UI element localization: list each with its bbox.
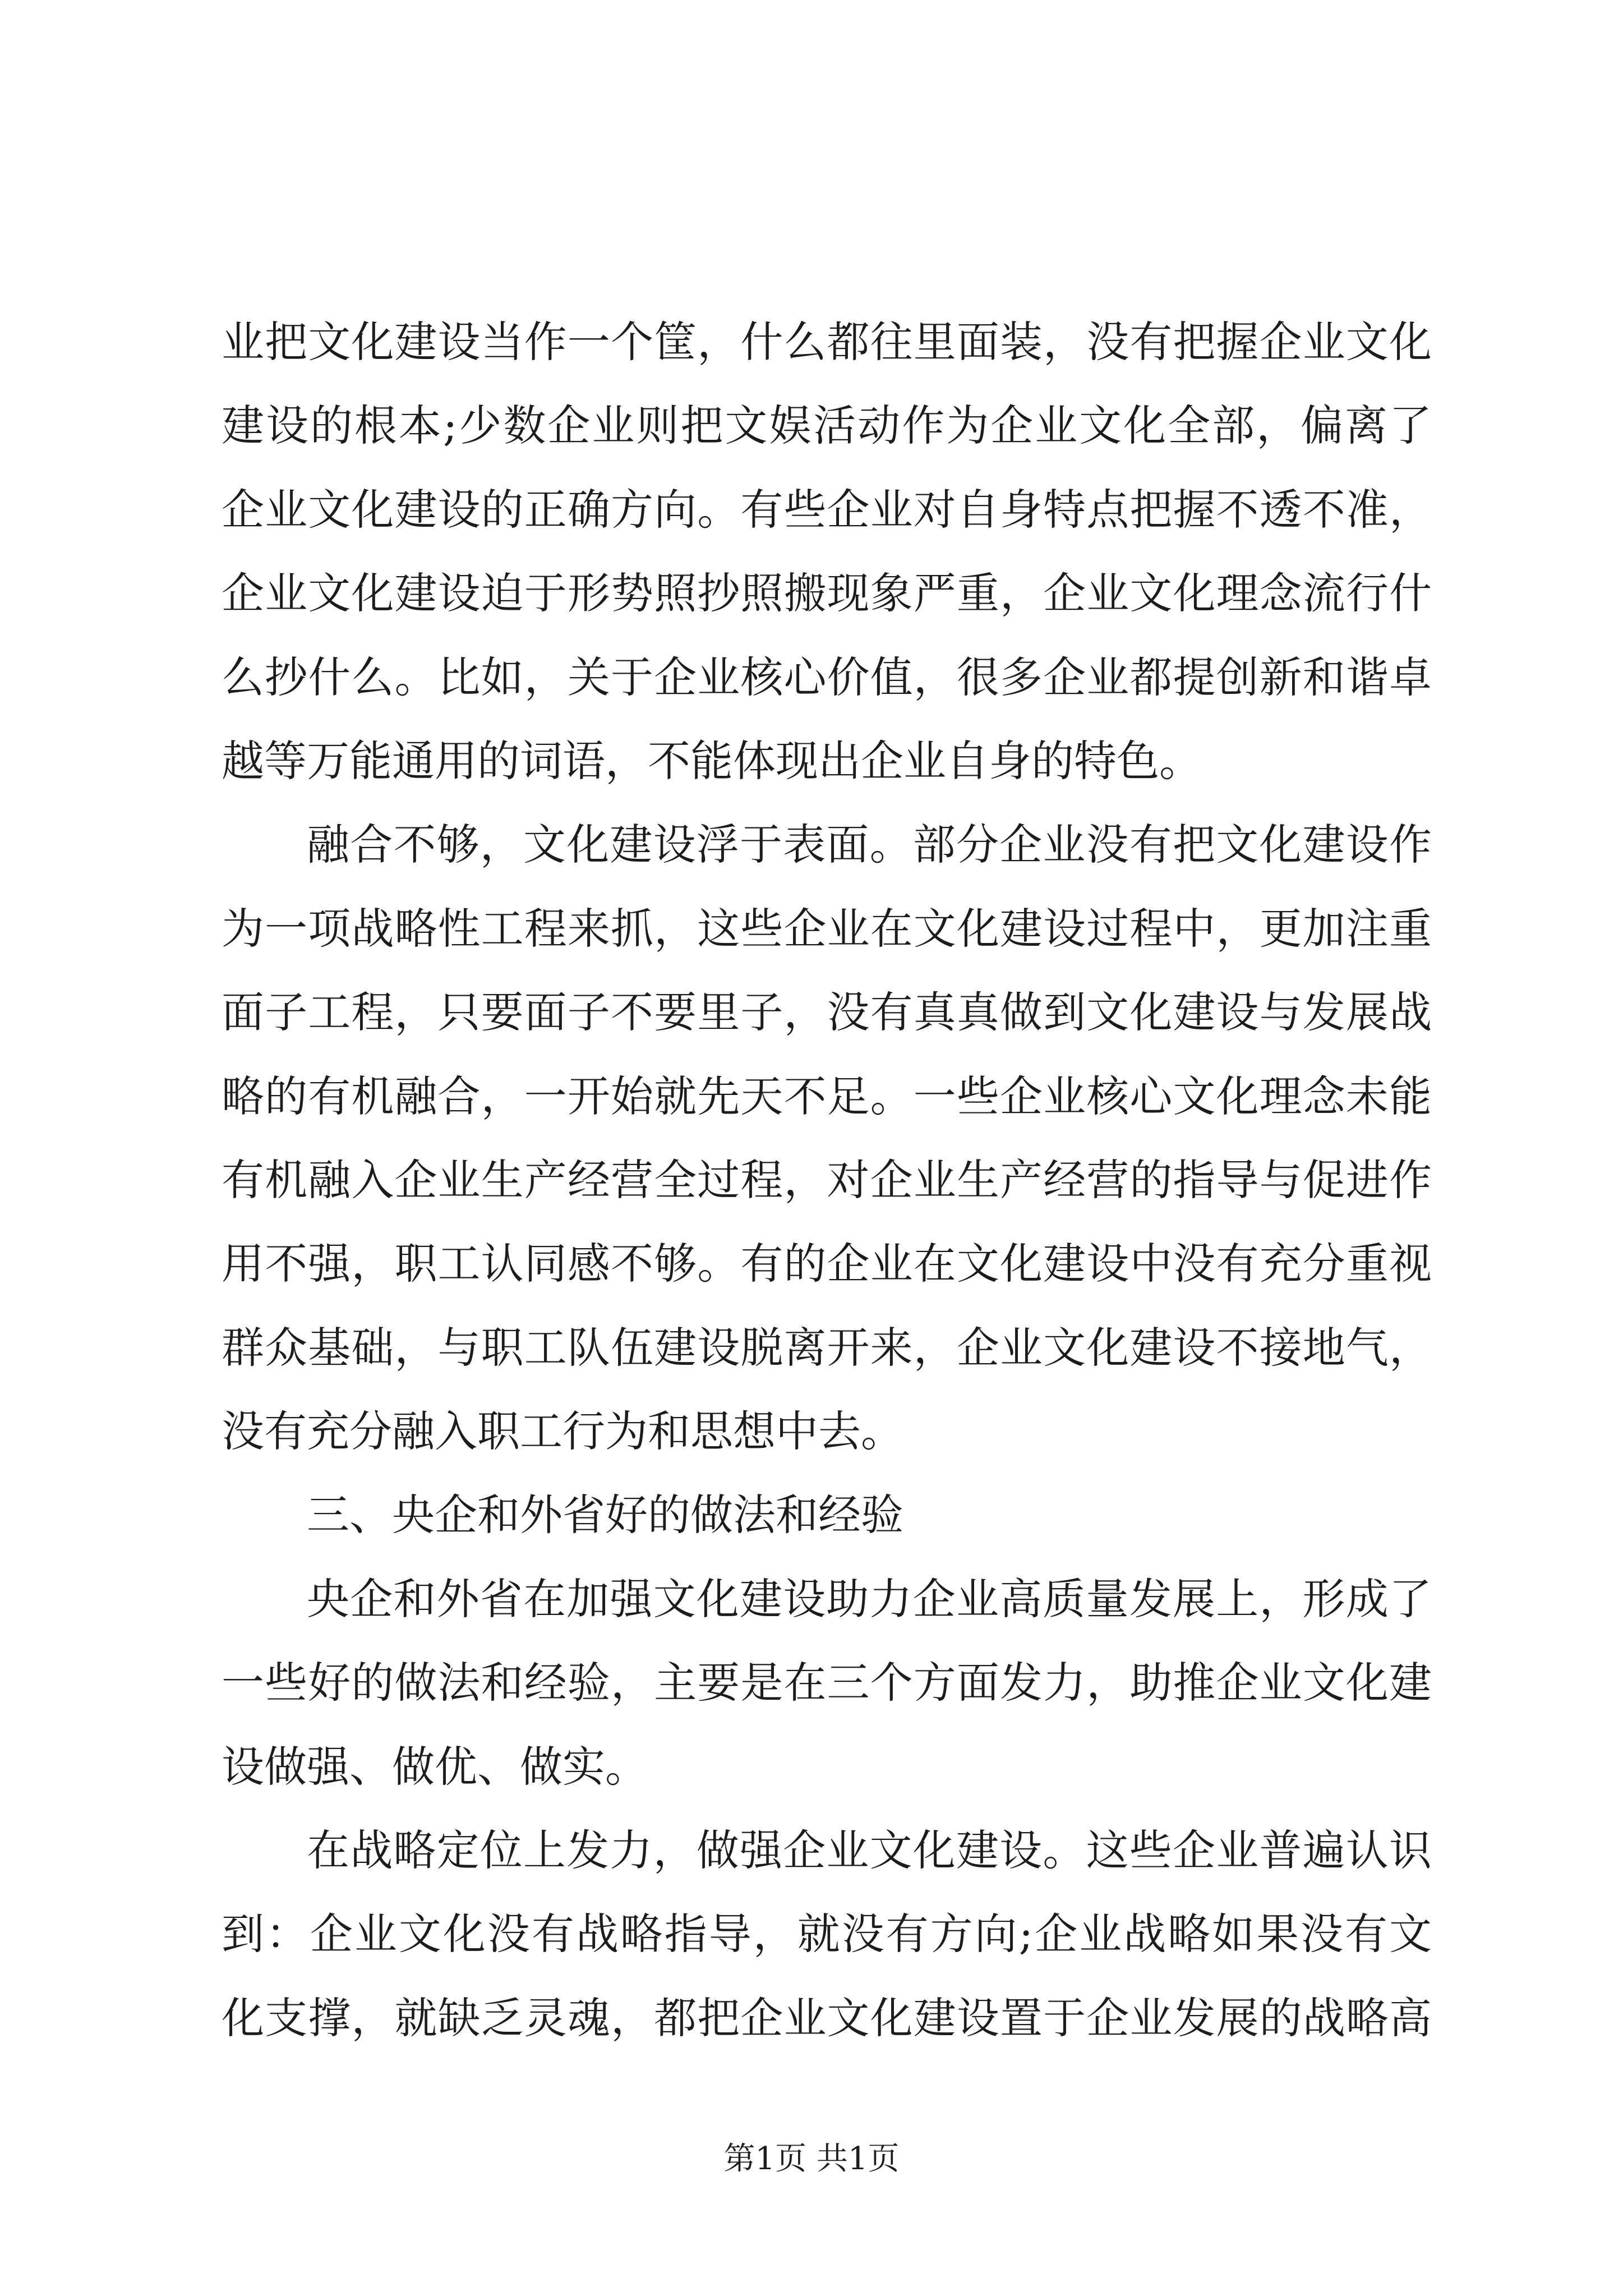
paragraph — [222, 1809, 1432, 2060]
text-line: 设做强、做优、做实。 — [222, 1741, 648, 1792]
text-line: 越等万能通用的词语，不能体现出企业自身的特色。 — [222, 735, 1202, 786]
text-line: 面子工程，只要面子不要里子，没有真真做到文化建设与发展战 — [222, 987, 1432, 1038]
paragraph — [222, 803, 1432, 1473]
section-heading — [222, 1473, 1432, 1557]
text-line: 在战略定位上发力，做强企业文化建设。这些企业普遍认识 — [307, 1825, 1432, 1876]
paragraph — [222, 300, 1432, 803]
text-line: 群众基础，与职工队伍建设脱离开来，企业文化建设不接地气， — [222, 1322, 1432, 1373]
text-line: 没有充分融入职工行为和思想中去。 — [222, 1406, 903, 1457]
paragraph — [222, 1557, 1432, 1809]
text-line: 融合不够，文化建设浮于表面。部分企业没有把文化建设作 — [307, 820, 1432, 870]
text-line: 业把文化建设当作一个筐，什么都往里面装，没有把握企业文化 — [222, 317, 1432, 367]
text-line: 有机融入企业生产经营全过程，对企业生产经营的指导与促进作 — [222, 1154, 1432, 1205]
text-line: 么抄什么。比如，关于企业核心价值，很多企业都提创新和谐卓 — [222, 652, 1432, 702]
text-line: 一些好的做法和经验，主要是在三个方面发力，助推企业文化建 — [222, 1658, 1432, 1708]
text-line: 央企和外省在加强文化建设助力企业高质量发展上，形成了 — [307, 1573, 1432, 1624]
text-line: 化支撑，就缺乏灵魂，都把企业文化建设置于企业发展的战略高 — [222, 1993, 1432, 2043]
text-line: 略的有机融合，一开始就先天不足。一些企业核心文化理念未能 — [222, 1071, 1432, 1121]
text-line: 为一项战略性工程来抓，这些企业在文化建设过程中，更加注重 — [222, 903, 1432, 954]
body-text — [222, 300, 1432, 2060]
text-line: 企业文化建设的正确方向。有些企业对自身特点把握不透不准， — [222, 484, 1432, 535]
text-line: 企业文化建设迫于形势照抄照搬现象严重，企业文化理念流行什 — [222, 568, 1432, 619]
text-line: 建设的根本;少数企业则把文娱活动作为企业文化全部，偏离了 — [222, 401, 1432, 451]
heading-line: 三、央企和外省好的做法和经验 — [307, 1490, 903, 1540]
text-line: 用不强，职工认同感不够。有的企业在文化建设中没有充分重视 — [222, 1239, 1432, 1289]
text-line: 到：企业文化没有战略指导，就没有方向;企业战略如果没有文 — [222, 1909, 1432, 1959]
page-number-footer: 第1页 共1页 — [723, 2141, 900, 2177]
